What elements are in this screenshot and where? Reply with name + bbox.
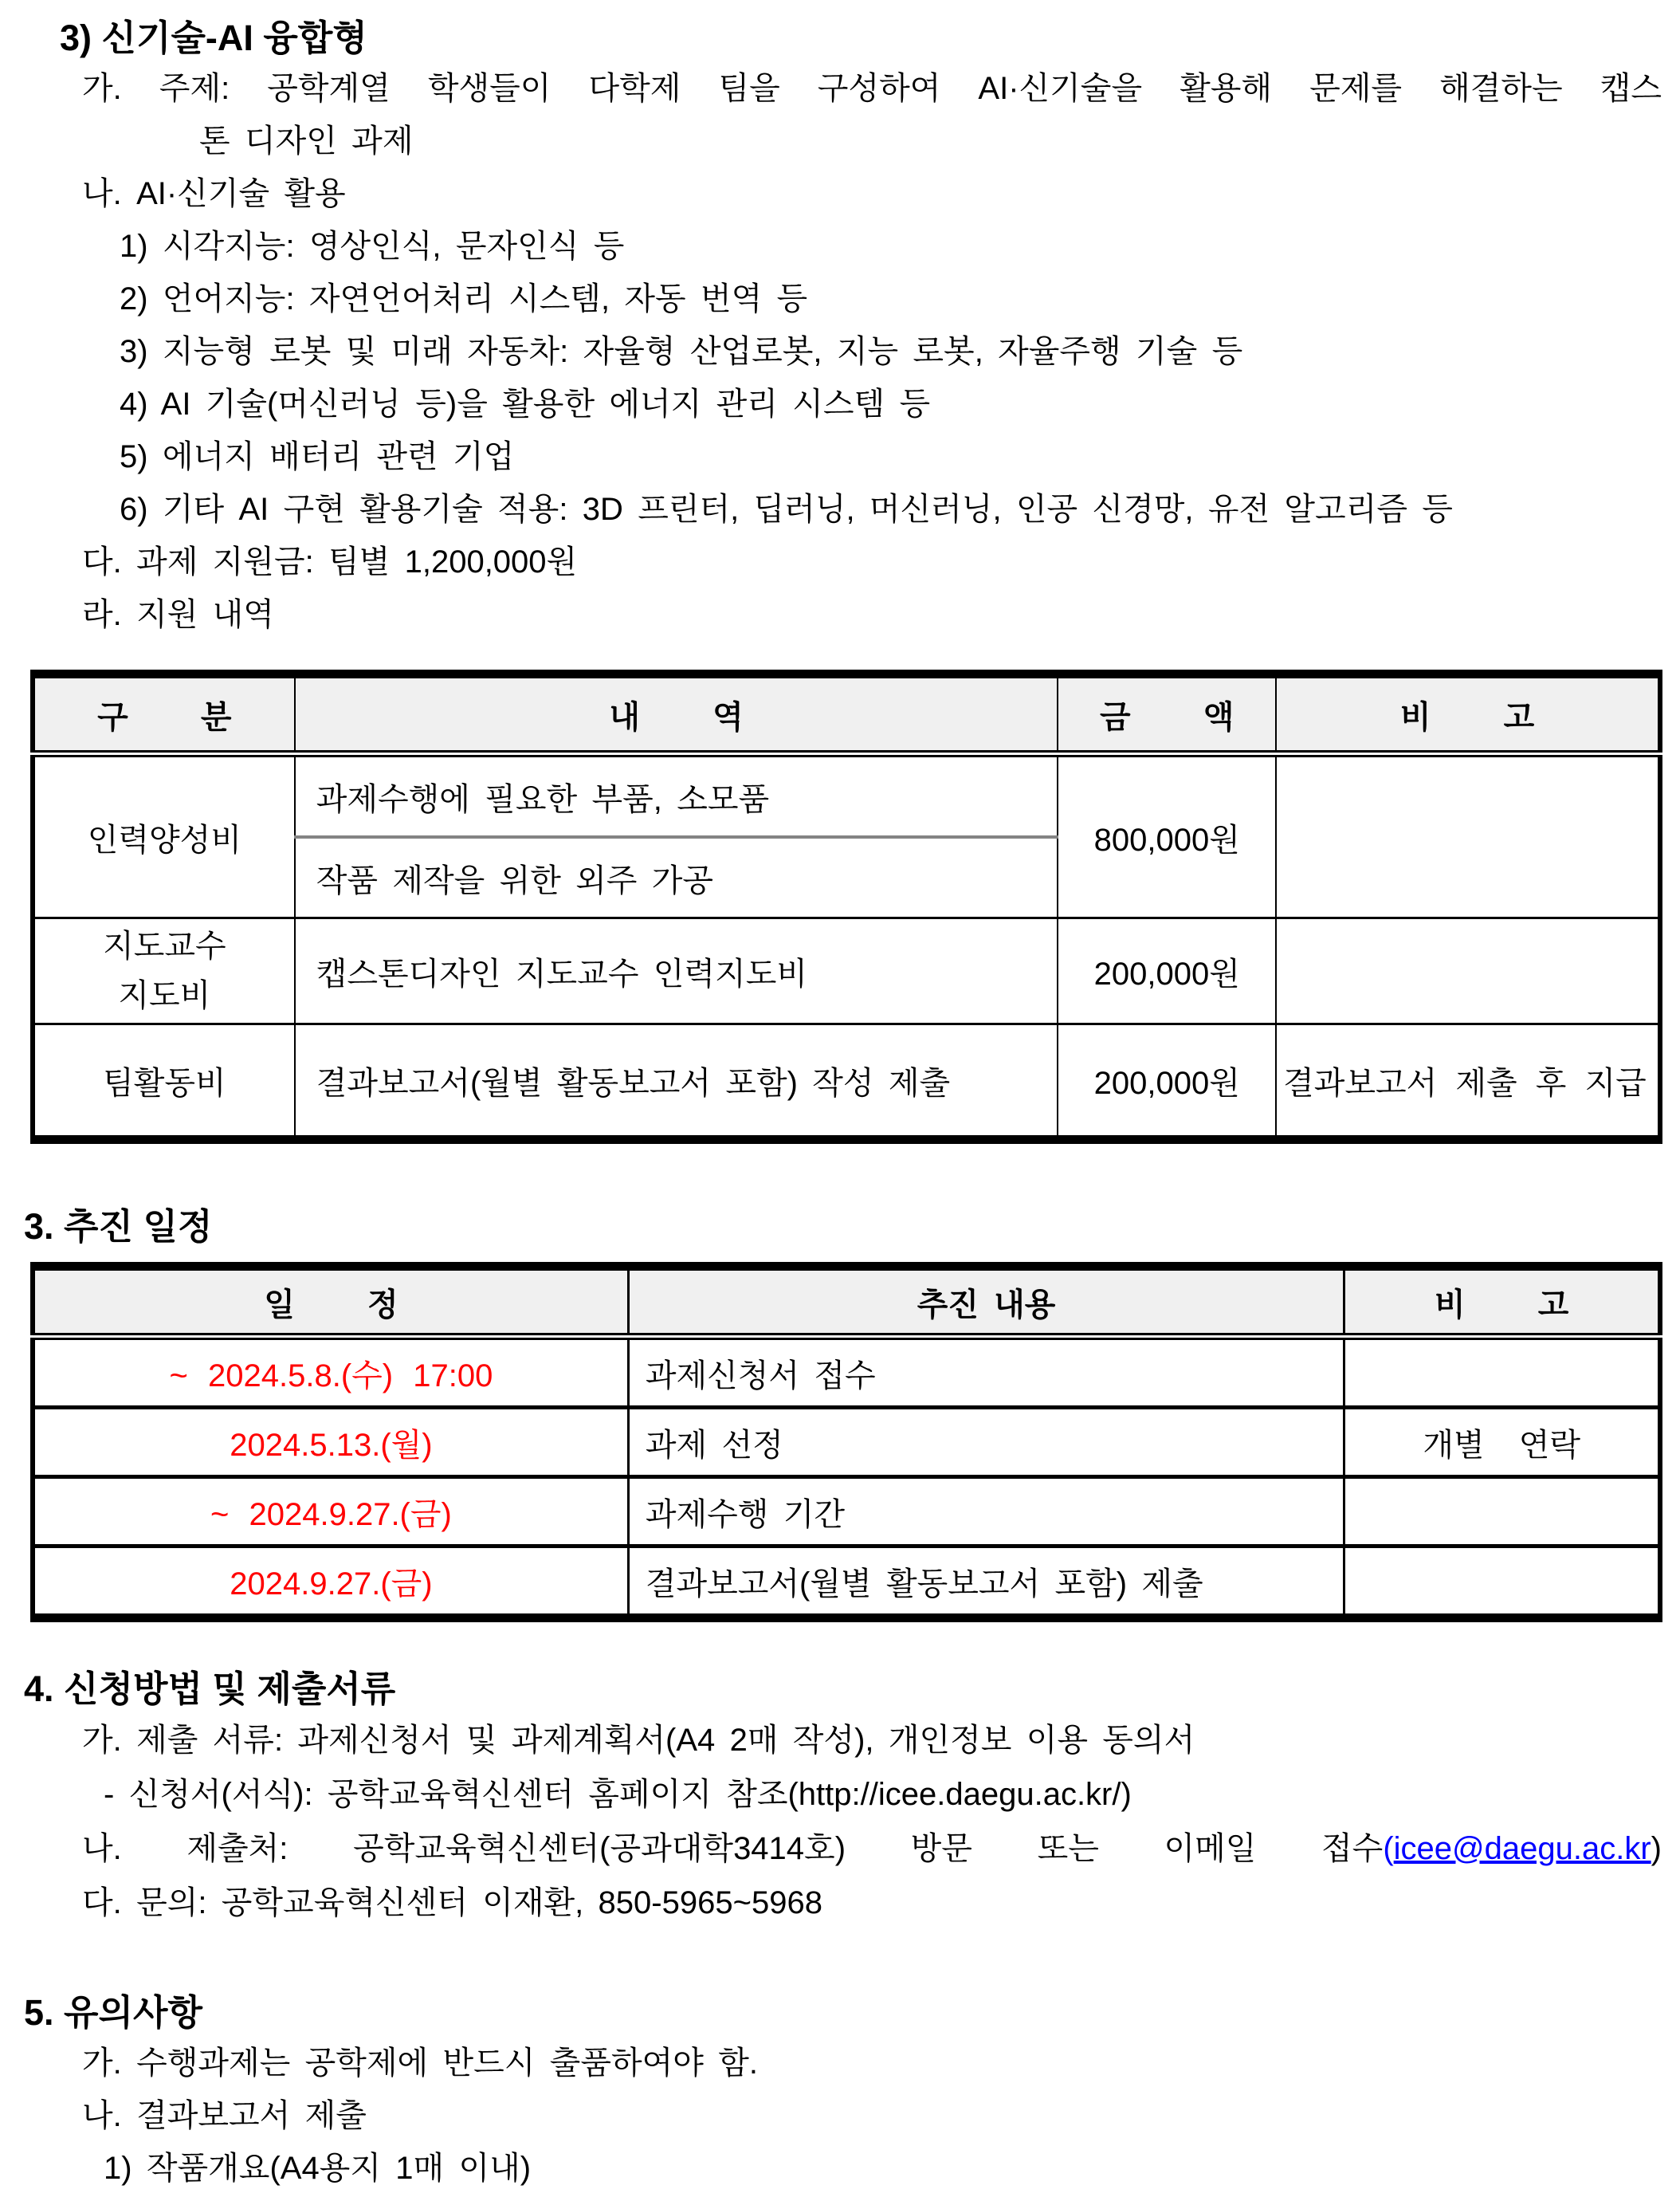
support-row2-note [1276, 918, 1660, 1024]
schedule-row-3 [33, 1477, 1660, 1547]
schedule-row2-content: 과제 선정 [628, 1408, 1344, 1477]
schedule-row3-date: ~ 2024.9.27.(금) [33, 1477, 628, 1547]
newtech-usage-item-2: 2) 언어지능: 자연언어처리 시스템, 자동 번역 등 [120, 281, 808, 316]
support-row-2 [33, 918, 1660, 1024]
schedule-header-row [33, 1267, 1660, 1337]
apply-form-line: - 신청서(서식): 공학교육혁신센터 홈페이지 참조(http://icee.daegu.ac.kr/) [104, 1777, 1132, 1812]
schedule-row2-note: 개별 연락 [1344, 1408, 1660, 1477]
schedule-row-1 [33, 1337, 1660, 1408]
support-row-3 [33, 1024, 1660, 1140]
newtech-heading: 3) 신기술-AI 융합형 [60, 18, 367, 58]
schedule-header-note: 비 고 [1344, 1267, 1660, 1337]
newtech-usage-item-1: 1) 시각지능: 영상인식, 문자인식 등 [120, 229, 625, 264]
newtech-usage-item-3: 3) 지능형 로봇 및 미래 자동차: 자율형 산업로봇, 지능 로봇, 자율주행 기술 등 [120, 334, 1243, 369]
schedule-row-2 [33, 1408, 1660, 1477]
support-row2-detail: 캡스톤디자인 지도교수 인력지도비 [295, 918, 1058, 1024]
schedule-heading: 3. 추진 일정 [24, 1206, 213, 1247]
email-link[interactable]: icee@daegu.ac.kr [1393, 1831, 1651, 1866]
schedule-row4-date: 2024.9.27.(금) [33, 1547, 628, 1618]
newtech-grant-line: 다. 과제 지원금: 팀별 1,200,000원 [82, 544, 578, 580]
apply-contact-line: 다. 문의: 공학교육혁신센터 이재환, 850-5965~5968 [82, 1885, 822, 1920]
support-row2-category-line1: 지도교수 [103, 929, 226, 964]
support-row1-detail-b: 작품 제작을 위한 외주 가공 [295, 837, 1058, 918]
support-row2-category-line2: 지도비 [118, 978, 211, 1013]
support-row1-category: 인력양성비 [87, 822, 241, 858]
schedule-row4-note [1344, 1547, 1660, 1618]
schedule-row4-content: 결과보고서(월별 활동보고서 포함) 제출 [628, 1547, 1344, 1618]
support-header-note: 비 고 [1276, 674, 1660, 754]
newtech-topic-line2: 톤 디자인 과제 [199, 124, 414, 159]
schedule-row1-note [1344, 1337, 1660, 1408]
newtech-usage-item-5: 5) 에너지 배터리 관련 기업 [120, 439, 515, 474]
newtech-support-line: 라. 지원 내역 [82, 597, 274, 632]
schedule-row3-note [1344, 1477, 1660, 1547]
email-paren-open: ( [1383, 1831, 1394, 1866]
schedule-row1-date: ~ 2024.5.8.(수) 17:00 [33, 1337, 628, 1408]
support-row2-category [33, 918, 295, 1024]
support-row-1a [33, 754, 1660, 838]
schedule-header-content: 추진 내용 [628, 1267, 1344, 1337]
newtech-usage-item-4: 4) AI 기술(머신러닝 등)을 활용한 에너지 관리 시스템 등 [120, 387, 931, 422]
apply-heading: 4. 신청방법 및 제출서류 [24, 1668, 396, 1709]
apply-documents-line: 가. 제출 서류: 과제신청서 및 과제계획서(A4 2매 작성), 개인정보 이용 동의서 [82, 1723, 1195, 1758]
support-header-category: 구 분 [33, 674, 295, 754]
schedule-header-date: 일 정 [33, 1267, 628, 1337]
support-header-detail: 내 역 [295, 674, 1058, 754]
support-row3-category: 팀활동비 [33, 1024, 295, 1140]
support-row1-note [1276, 754, 1660, 918]
schedule-row-4 [33, 1547, 1660, 1618]
schedule-table [30, 1262, 1662, 1622]
newtech-usage-heading: 나. AI·신기술 활용 [82, 176, 346, 211]
schedule-row2-date: 2024.5.13.(월) [33, 1408, 628, 1477]
support-table [30, 670, 1662, 1144]
support-row1-detail-a: 과제수행에 필요한 부품, 소모품 [295, 754, 1058, 838]
newtech-topic-line1: 가. 주제: 공학계열 학생들이 다학제 팀을 구성하여 AI·신기술을 활용해 문제를 해결하는 캡스 [82, 71, 1662, 106]
support-header-amount: 금 액 [1058, 674, 1276, 754]
support-row3-detail: 결과보고서(월별 활동보고서 포함) 작성 제출 [295, 1024, 1058, 1140]
support-table-header-row [33, 674, 1660, 754]
schedule-row3-content: 과제수행 기간 [628, 1477, 1344, 1547]
support-row3-note: 결과보고서 제출 후 지급 [1276, 1024, 1660, 1140]
email-paren-close: ) [1651, 1831, 1662, 1866]
notes-report-line: 나. 결과보고서 제출 [82, 2098, 367, 2133]
notes-heading: 5. 유의사항 [24, 1992, 202, 2033]
support-row3-amount: 200,000원 [1058, 1024, 1276, 1140]
support-row2-amount: 200,000원 [1058, 918, 1276, 1024]
support-row1-amount: 800,000원 [1058, 754, 1276, 918]
notes-exhibit-line: 가. 수행과제는 공학제에 반드시 출품하여야 함. [82, 2046, 758, 2081]
apply-submit-line [0, 1822, 1662, 1876]
schedule-row1-content: 과제신청서 접수 [628, 1337, 1344, 1408]
newtech-usage-item-6: 6) 기타 AI 구현 활용기술 적용: 3D 프린터, 딥러닝, 머신러닝, 인공 신경망, 유전 알고리즘 등 [120, 492, 1453, 527]
apply-submit-text: 나. 제출처: 공학교육혁신센터(공과대학3414호) 방문 또는 이메일 접수 [82, 1831, 1384, 1866]
notes-summary-line: 1) 작품개요(A4용지 1매 이내) [104, 2151, 532, 2186]
